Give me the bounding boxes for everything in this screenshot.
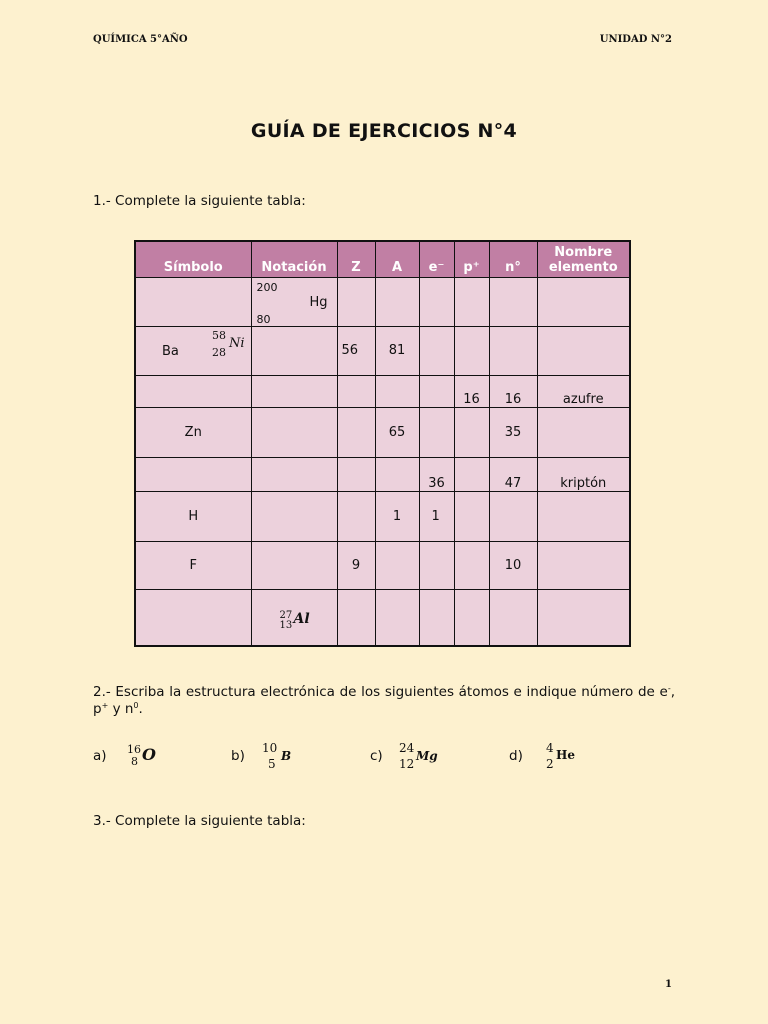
option-label: d) xyxy=(509,748,523,764)
nuclide-atomic-number: 5 xyxy=(268,757,276,771)
cell-e[interactable] xyxy=(419,326,454,375)
cell-simbolo: Zn xyxy=(135,407,251,457)
cell-a[interactable] xyxy=(375,375,419,407)
option-label: c) xyxy=(370,748,383,764)
nuclide-atomic-number: 2 xyxy=(546,757,554,771)
cell-z[interactable] xyxy=(337,491,375,541)
header-notacion: Notación xyxy=(251,241,337,277)
cell-z[interactable] xyxy=(337,589,375,646)
cell-notacion xyxy=(251,277,337,326)
cell-e[interactable] xyxy=(419,541,454,589)
notation-atomic-number: 80 xyxy=(256,312,271,326)
cell-n[interactable] xyxy=(489,589,537,646)
cell-e[interactable] xyxy=(419,407,454,457)
table-row xyxy=(135,407,630,457)
cell-nombre[interactable] xyxy=(537,277,630,326)
cell-p[interactable] xyxy=(454,277,489,326)
cell-z: 56 xyxy=(337,326,375,375)
cell-n[interactable] xyxy=(489,491,537,541)
notation-mass-number: 200 xyxy=(256,280,278,294)
cell-e[interactable] xyxy=(419,589,454,646)
cell-z: 9 xyxy=(337,541,375,589)
exercise-table xyxy=(134,240,631,647)
cell-a[interactable] xyxy=(375,277,419,326)
header-simbolo: Símbolo xyxy=(135,241,251,277)
option-label: b) xyxy=(231,748,245,764)
nuclide-mass-number: 27 xyxy=(279,609,293,621)
cell-n: 47 xyxy=(489,457,537,491)
cell-a: 65 xyxy=(375,407,419,457)
nuclide-symbol: O xyxy=(142,745,156,764)
header-electrons: e⁻ xyxy=(419,241,454,277)
cell-notacion[interactable] xyxy=(251,541,337,589)
cell-z[interactable] xyxy=(337,277,375,326)
cell-simbolo xyxy=(135,326,251,375)
symbol-text: Ba xyxy=(162,343,179,359)
table-row xyxy=(135,326,630,375)
nuclide-atomic-number: 8 xyxy=(131,755,138,768)
header-nombre xyxy=(537,241,630,277)
cell-nombre[interactable] xyxy=(537,589,630,646)
header-nombre-line1: Nombre xyxy=(554,244,613,260)
page-number: 1 xyxy=(665,979,672,990)
notation-symbol: Hg xyxy=(309,294,328,310)
cell-nombre[interactable] xyxy=(537,541,630,589)
table-row xyxy=(135,375,630,407)
q2-mid1: , p xyxy=(93,684,675,717)
nuclide-symbol: Al xyxy=(293,610,310,627)
cell-e[interactable] xyxy=(419,277,454,326)
cell-simbolo[interactable] xyxy=(135,375,251,407)
cell-p[interactable] xyxy=(454,541,489,589)
cell-simbolo: F xyxy=(135,541,251,589)
cell-p[interactable] xyxy=(454,457,489,491)
cell-e[interactable] xyxy=(419,375,454,407)
cell-p: 16 xyxy=(454,375,489,407)
nuclide-symbol: Ni xyxy=(229,335,245,351)
nuclide-atomic-number: 13 xyxy=(279,619,293,631)
table-row xyxy=(135,277,630,326)
cell-z[interactable] xyxy=(337,375,375,407)
cell-notacion[interactable] xyxy=(251,457,337,491)
question-1: 1.- Complete la siguiente tabla: xyxy=(93,193,306,209)
cell-a[interactable] xyxy=(375,457,419,491)
cell-p[interactable] xyxy=(454,589,489,646)
question-3: 3.- Complete la siguiente tabla: xyxy=(93,813,306,829)
cell-e: 36 xyxy=(419,457,454,491)
nuclide-mass-number: 58 xyxy=(212,328,226,342)
cell-notacion[interactable] xyxy=(251,326,337,375)
q2-text: 2.- Escriba la estructura electrónica de los siguientes átomos e indique número de e xyxy=(93,684,668,700)
nuclide-symbol: B xyxy=(281,749,292,763)
cell-p[interactable] xyxy=(454,407,489,457)
cell-z[interactable] xyxy=(337,407,375,457)
header-a: A xyxy=(375,241,419,277)
table-row xyxy=(135,457,630,491)
q2-end: . xyxy=(138,701,143,717)
header-protons: p⁺ xyxy=(454,241,489,277)
option-label: a) xyxy=(93,748,107,764)
nuclide-atomic-number: 12 xyxy=(399,757,415,771)
cell-a[interactable] xyxy=(375,589,419,646)
cell-simbolo[interactable] xyxy=(135,589,251,646)
cell-a: 1 xyxy=(375,491,419,541)
header-z: Z xyxy=(337,241,375,277)
cell-nombre[interactable] xyxy=(537,326,630,375)
cell-nombre[interactable] xyxy=(537,407,630,457)
cell-notacion[interactable] xyxy=(251,375,337,407)
nuclide-mass-number: 24 xyxy=(399,741,415,755)
cell-a[interactable] xyxy=(375,541,419,589)
nuclide-symbol: He xyxy=(556,748,575,762)
table-row xyxy=(135,491,630,541)
q2-mid2: y n xyxy=(108,701,134,717)
cell-simbolo: H xyxy=(135,491,251,541)
header-nombre-line2: elemento xyxy=(548,259,618,275)
cell-nombre: kriptón xyxy=(537,457,630,491)
nuclide-mass-number: 4 xyxy=(546,741,554,755)
cell-notacion xyxy=(251,589,337,646)
table-row xyxy=(135,589,630,646)
cell-p[interactable] xyxy=(454,326,489,375)
table-row xyxy=(135,541,630,589)
nuclide-mass-number: 16 xyxy=(127,743,141,756)
cell-z[interactable] xyxy=(337,457,375,491)
cell-notacion[interactable] xyxy=(251,407,337,457)
question-2 xyxy=(93,684,675,718)
q2-sup-proton: + xyxy=(101,701,109,710)
page-title: GUÍA DE EJERCICIOS N°4 xyxy=(250,120,518,142)
cell-n: 10 xyxy=(489,541,537,589)
cell-notacion[interactable] xyxy=(251,491,337,541)
cell-simbolo[interactable] xyxy=(135,277,251,326)
cell-e: 1 xyxy=(419,491,454,541)
cell-n[interactable] xyxy=(489,326,537,375)
cell-p[interactable] xyxy=(454,491,489,541)
header-subject: QUÍMICA 5°AÑO xyxy=(93,34,188,45)
cell-nombre[interactable] xyxy=(537,491,630,541)
cell-nombre: azufre xyxy=(537,375,630,407)
header-neutrons: n° xyxy=(489,241,537,277)
q2-sup-electron: - xyxy=(667,684,671,693)
q2-sup-neutron: 0 xyxy=(133,701,139,710)
cell-n: 16 xyxy=(489,375,537,407)
nuclide-atomic-number: 28 xyxy=(212,345,226,359)
nuclide-symbol: Mg xyxy=(416,749,438,763)
header-unit: UNIDAD N°2 xyxy=(599,34,672,45)
cell-n[interactable] xyxy=(489,277,537,326)
nuclide-mass-number: 10 xyxy=(262,741,278,755)
cell-simbolo[interactable] xyxy=(135,457,251,491)
cell-a: 81 xyxy=(375,326,419,375)
cell-n: 35 xyxy=(489,407,537,457)
table-header-row xyxy=(135,241,630,277)
